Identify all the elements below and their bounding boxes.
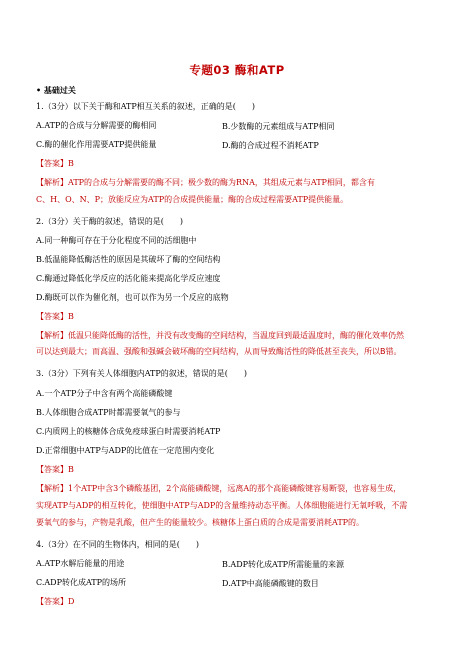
question-1-option-b: B.少数酶的元素组成与ATP相同: [222, 122, 335, 131]
question-3-analysis-line-1: 【解析】1个ATP中含3个磷酸基团，2个高能磷酸键，远离A的那个高能磷酸键容易断裂，也容易生成，: [36, 484, 402, 493]
question-2-option-b: B.低温能降低酶活性的原因是其破坏了酶的空间结构: [36, 255, 221, 264]
question-4-stem: 4.（3分）在不同的生物体内，相同的是( ): [36, 540, 199, 549]
question-1-answer: 【答案】B: [36, 159, 74, 168]
question-3-analysis-line-2: 实现ATP与ADP的相互转化，使细胞中ATP与ADP的含量维持动态平衡。人体细胞能进行无氧呼吸，不需: [36, 501, 408, 510]
question-1-option-c: C.酶的催化作用需要ATP提供能量: [36, 140, 157, 149]
question-1-option-a: A.ATP的合成与分解需要的酶相同: [36, 121, 157, 130]
question-1-option-d: D.酶的合成过程不消耗ATP: [222, 141, 319, 150]
question-3-option-d: D.正常细胞中ATP与ADP的比值在一定范围内变化: [36, 446, 215, 455]
question-3-option-c: C.内质网上的核糖体合成免疫球蛋白时需要消耗ATP: [36, 427, 221, 436]
question-3-option-a: A.一个ATP分子中含有两个高能磷酸键: [36, 389, 173, 398]
question-2-analysis-line-1: 【解析】低温只能降低酶的活性，并没有改变酶的空间结构，当温度回到最适温度时，酶的催化效率仍然: [36, 331, 404, 340]
question-4-answer: 【答案】D: [36, 597, 75, 606]
question-4-option-a: A.ATP水解后能量的用途: [36, 559, 125, 568]
question-2-stem: 2.（3分）关于酶的叙述，错误的是( ): [36, 217, 183, 226]
page-title: 专题03 酶和ATP: [189, 63, 285, 77]
question-3-answer: 【答案】B: [36, 465, 74, 474]
question-2-option-d: D.酶既可以作为催化剂，也可以作为另一个反应的底物: [36, 293, 229, 302]
question-2-option-c: C.酶通过降低化学反应的活化能来提高化学反应速度: [36, 274, 221, 283]
question-1-analysis-line-1: 【解析】ATP的合成与分解需要的酶不同；极少数的酶为RNA，其组成元素与ATP相同，都含有: [36, 178, 375, 187]
question-2-analysis-line-2: 可以达到最大；而高温、强酸和强碱会破坏酶的空间结构，从而导致酶活性的降低甚至丧失，所以B错。: [36, 347, 402, 356]
question-3-stem: 3.（3分）下列有关人体细胞内ATP的叙述，错误的是( ): [36, 369, 248, 378]
section-heading: • 基础过关: [36, 86, 76, 95]
question-3-option-b: B.人体细胞合成ATP时都需要氧气的参与: [36, 408, 181, 417]
question-1-stem: 1.（3分）以下关于酶和ATP相互关系的叙述，正确的是( ): [36, 102, 256, 111]
question-1-analysis-line-2: C、H、O、N、P；放能反应为ATP的合成提供能量；酶的合成过程需要ATP提供能量。: [36, 195, 349, 204]
question-4-option-c: C.ADP转化成ATP的场所: [36, 578, 127, 587]
question-2-option-a: A.同一种酶可存在于分化程度不同的活细胞中: [36, 236, 197, 245]
question-4-option-b: B.ADP转化成ATP所需能量的来源: [222, 560, 345, 569]
question-2-answer: 【答案】B: [36, 312, 74, 321]
question-3-analysis-line-3: 要氧气的参与，产物是乳酸，但产生的能量较少。核糖体上蛋白质的合成是需要消耗ATP的。: [36, 518, 365, 527]
question-4-option-d: D.ATP中高能磷酸键的数目: [222, 579, 319, 588]
